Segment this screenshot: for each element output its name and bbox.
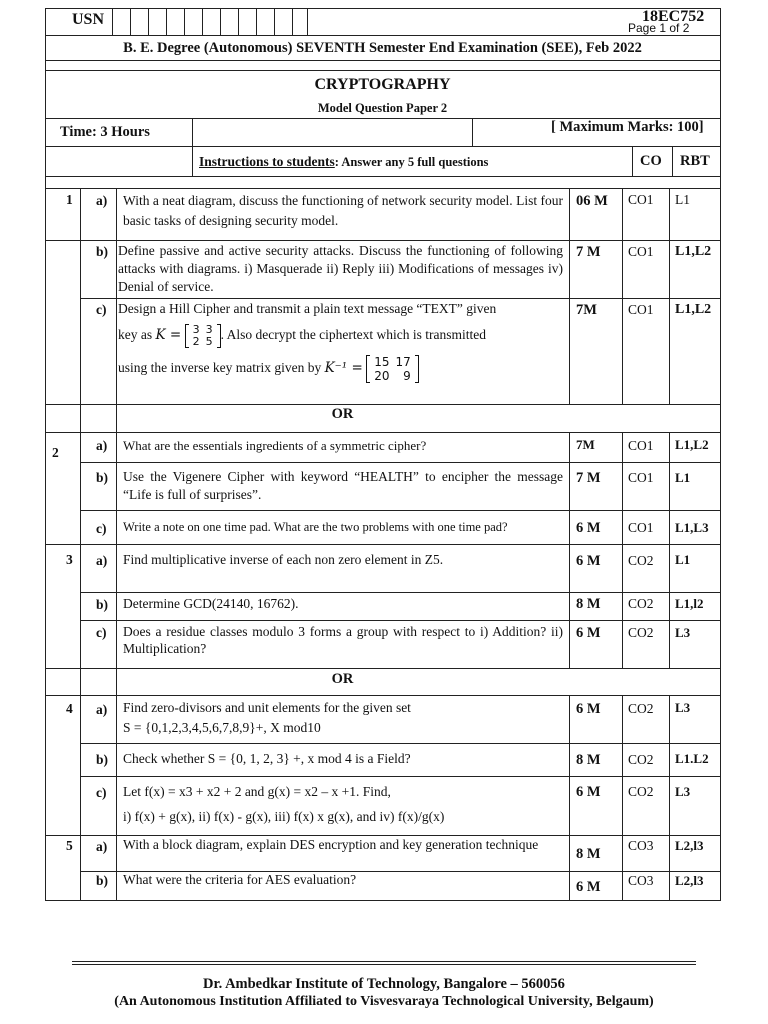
question-number: 1 — [66, 192, 73, 207]
question-text-line-1: Design a Hill Cipher and transmit a plain text message “TEXT” given — [118, 301, 497, 316]
question-part: b) — [96, 597, 109, 612]
question-rbt: L3 — [675, 625, 691, 640]
inverse-key-matrix — [366, 355, 419, 383]
course-code: 18EC752 — [642, 8, 705, 25]
matrix-cell: 3 — [192, 322, 200, 336]
matrix-cell: 5 — [205, 334, 213, 348]
question-marks: 6 M — [576, 784, 601, 800]
question-part: b) — [96, 752, 109, 767]
question-marks: 7 M — [576, 244, 601, 260]
subject-title: CRYPTOGRAPHY — [314, 76, 451, 93]
question-co: CO2 — [628, 784, 654, 799]
key-matrix — [185, 324, 221, 348]
question-rbt: L3 — [675, 784, 691, 799]
question-co: CO2 — [628, 553, 654, 568]
question-rbt: L3 — [675, 700, 691, 715]
question-text-line-3 — [118, 352, 419, 384]
max-marks: [ Maximum Marks: 100] — [551, 119, 704, 135]
question-text-line-2 — [118, 320, 486, 350]
question-co: CO1 — [628, 470, 654, 485]
question-rbt: L1,L3 — [675, 520, 709, 535]
question-text: Check whether S = {0, 1, 2, 3} +, x mod 4 is a Field? — [123, 751, 411, 766]
question-part: c) — [96, 521, 107, 536]
question-text-line-2: S = {0,1,2,3,4,5,6,7,8,9}+, X mod10 — [123, 720, 321, 735]
question-text: With a neat diagram, discuss the functioning of network security model. List four basic tasks of designing security model. — [123, 193, 563, 228]
question-rbt: L1 — [675, 470, 691, 485]
question-text: Define passive and active security attacks. Discuss the functioning of following attacks with diagrams. i) Masquerade ii) Reply iii) Modifications of messages iv) Denial of service. — [118, 243, 563, 294]
usn-label: USN — [72, 11, 105, 28]
question-part: b) — [96, 470, 109, 485]
question-marks: 06 M — [576, 193, 608, 209]
question-text-line-1: Let f(x) = x3 + x2 + 2 and g(x) = x2 – x +1. Find, — [123, 784, 391, 799]
question-text-line-1: Find zero-divisors and unit elements for the given set — [123, 700, 411, 715]
question-rbt: L2,l3 — [675, 838, 704, 853]
question-part: c) — [96, 625, 107, 640]
instructions-text: : Answer any 5 full questions — [334, 155, 489, 169]
question-marks: 6 M — [576, 701, 601, 717]
question-co: CO2 — [628, 752, 654, 767]
question-text-line-2: i) f(x) + g(x), ii) f(x) - g(x), iii) f(x) x g(x), and iv) f(x)/g(x) — [123, 809, 445, 824]
text-segment: using the inverse key matrix given by — [118, 360, 322, 375]
col-co-header: CO — [640, 153, 662, 169]
matrix-cell: 20 — [374, 368, 390, 383]
matrix-cell: 2 — [192, 334, 200, 348]
question-marks: 8 M — [576, 752, 601, 768]
question-rbt: L1,l2 — [675, 596, 704, 611]
question-rbt: L1.L2 — [675, 751, 709, 766]
question-part: b) — [96, 244, 109, 259]
question-marks: 6 M — [576, 625, 601, 641]
question-text: Find multiplicative inverse of each non zero element in Z5. — [123, 552, 444, 567]
question-co: CO2 — [628, 625, 654, 640]
question-part: a) — [96, 839, 108, 854]
question-co: CO1 — [628, 244, 654, 259]
question-marks: 8 M — [576, 846, 601, 862]
question-rbt: L2,l3 — [675, 873, 704, 888]
instructions-label: Instructions to students — [199, 154, 335, 169]
question-part: b) — [96, 873, 109, 888]
question-part: a) — [96, 193, 108, 208]
question-part: a) — [96, 438, 108, 453]
col-rbt-header: RBT — [680, 153, 710, 169]
question-co: CO1 — [628, 520, 654, 535]
paper-type: Model Question Paper 2 — [317, 101, 448, 115]
question-co: CO3 — [628, 838, 654, 853]
question-marks: 6 M — [576, 553, 601, 569]
k-inverse-symbol: K⁻¹ = — [324, 360, 363, 376]
instructions — [199, 153, 488, 171]
question-co: CO3 — [628, 873, 654, 888]
question-rbt: L1 — [675, 192, 690, 207]
matrix-cell: 17 — [395, 354, 411, 369]
question-part: a) — [96, 702, 108, 717]
or-separator: OR — [331, 406, 354, 422]
question-text: Does a residue classes modulo 3 forms a group with respect to i) Addition? ii) Multiplication? — [123, 624, 563, 656]
footer-rule — [72, 964, 696, 965]
matrix-cell: 15 — [374, 354, 390, 369]
question-part: a) — [96, 553, 108, 568]
question-co: CO1 — [628, 302, 654, 317]
exam-title: B. E. Degree (Autonomous) SEVENTH Semester End Examination (SEE), Feb 2022 — [123, 40, 642, 56]
question-number: 4 — [66, 701, 73, 716]
question-rbt: L1 — [675, 552, 691, 567]
question-text: Determine GCD(24140, 16762). — [123, 596, 299, 611]
question-marks: 7M — [576, 302, 597, 318]
question-text: With a block diagram, explain DES encryption and key generation technique — [123, 837, 539, 852]
question-text: What are the essentials ingredients of a symmetric cipher? — [123, 438, 427, 453]
footer-rule — [72, 961, 696, 962]
question-co: CO2 — [628, 701, 654, 716]
question-co: CO1 — [628, 192, 654, 207]
page-indicator: Page 1 of 2 — [628, 21, 690, 35]
question-co: CO1 — [628, 438, 654, 453]
matrix-cell: 9 — [403, 368, 411, 383]
institute-affiliation: (An Autonomous Institution Affiliated to Visvesvaraya Technological University, Belgaum) — [114, 994, 654, 1009]
question-text: Write a note on one time pad. What are the two problems with one time pad? — [123, 520, 508, 534]
question-text: Use the Vigenere Cipher with keyword “HEALTH” to encipher the message “Life is full of surprises”. — [123, 469, 563, 502]
text-segment: . Also decrypt the ciphertext which is transmitted — [220, 327, 487, 342]
institute-name: Dr. Ambedkar Institute of Technology, Bangalore – 560056 — [203, 976, 565, 992]
question-number: 2 — [52, 445, 59, 460]
question-number: 5 — [66, 838, 73, 853]
question-co: CO2 — [628, 596, 654, 611]
question-part: c) — [96, 302, 107, 317]
question-marks: 6 M — [576, 879, 601, 895]
question-marks: 7M — [576, 437, 595, 452]
text-segment: key as — [118, 327, 153, 342]
question-rbt: L1,L2 — [675, 244, 712, 259]
question-marks: 8 M — [576, 596, 601, 612]
k-symbol: K = — [155, 327, 182, 343]
exam-time: Time: 3 Hours — [60, 124, 150, 140]
or-separator: OR — [331, 671, 354, 687]
question-number: 3 — [66, 552, 73, 567]
question-rbt: L1,L2 — [675, 302, 712, 317]
question-rbt: L1,L2 — [675, 437, 709, 452]
matrix-cell: 3 — [205, 322, 213, 336]
question-marks: 6 M — [576, 520, 601, 536]
question-text: What were the criteria for AES evaluation? — [123, 872, 357, 887]
question-part: c) — [96, 785, 107, 800]
question-marks: 7 M — [576, 470, 601, 486]
